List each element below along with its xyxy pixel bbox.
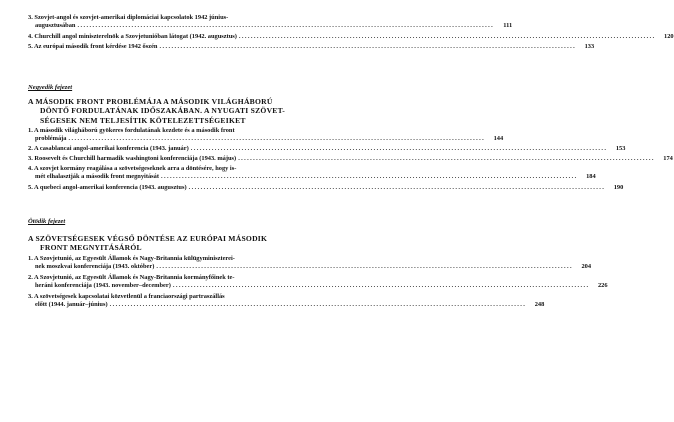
toc-entry xyxy=(28,184,624,192)
toc-entry-line: 1. A második világháború gyökeres fordulatának kezdete és a második front xyxy=(28,127,235,134)
leader-dots: ........................................................................................................................................... xyxy=(109,301,527,309)
toc-entry xyxy=(28,165,596,182)
leader-dots: ........................................................................................................................................... xyxy=(68,135,486,143)
toc-entry-line: 3. A szövetségesek kapcsolatai közvetlenül a franciaországi partraszállás xyxy=(28,293,225,300)
toc-page-number: 153 xyxy=(615,145,626,152)
chapter-title xyxy=(28,234,432,253)
toc-entry-line: előtt (1944. január–június) xyxy=(35,301,108,309)
toc-entry-line: nek moszkvai konferenciája (1943. október) xyxy=(35,263,155,271)
chapter-title-line: A SZÖVETSÉGESEK VÉGSŐ DÖNTÉSE AZ EURÓPAI MÁSODIK xyxy=(28,234,268,243)
chapter-title-line: A MÁSODIK FRONT PROBLÉMÁJA A MÁSODIK VILÁGHÁBORÚ xyxy=(28,97,273,106)
chapter-title xyxy=(28,97,432,125)
toc-entry-line: 3. Szovjet-angol és szovjet-amerikai diplomáciai kapcsolatok 1942 június- xyxy=(28,14,229,21)
toc-entry xyxy=(28,293,545,310)
leader-dots: ........................................................................................................................................... xyxy=(172,282,590,290)
leader-dots: ........................................................................................................................................... xyxy=(238,33,656,40)
chapter-title-line: FRONT MEGNYITÁSÁRÓL xyxy=(40,243,142,253)
toc-entry xyxy=(28,43,595,51)
toc-page-number: 184 xyxy=(586,173,596,181)
toc-entry-line: 3. Roosevelt és Churchill harmadik washingtoni konferenciája (1943. május) xyxy=(28,155,237,162)
leader-dots: ........................................................................................................................................... xyxy=(190,145,608,152)
leader-dots: ........................................................................................................................................... xyxy=(77,22,495,30)
toc-entry-line: 2. A Szovjetunió, az Egyesült Államok és Nagy-Britannia kormányfőinek te- xyxy=(28,274,235,281)
toc-entry-line: problémája xyxy=(35,135,67,143)
toc-entry-line: 1. A Szovjetunió, az Egyesült Államok és Nagy-Britannia külügyminiszterei- xyxy=(28,255,235,262)
chapter-title-line: DÖNTŐ FORDULATÁNAK IDŐSZAKÁBAN. A NYUGATI SZÖVET- xyxy=(40,106,286,116)
toc-entry-line: augusztusában xyxy=(35,22,76,30)
leader-dots: ........................................................................................................................................... xyxy=(188,184,606,191)
chapter-label: Ötödik fejezet xyxy=(28,218,66,225)
toc-entry-line: heráni konferenciája (1943. november–december) xyxy=(35,282,171,290)
toc-page-number: 248 xyxy=(534,301,545,309)
leader-dots: ........................................................................................................................................... xyxy=(238,155,655,162)
toc-page-number: 111 xyxy=(503,22,513,30)
toc-entry-line: 5. A quebeci angol-amerikai konferencia (1943. augusztus) xyxy=(28,184,187,191)
toc-entry xyxy=(28,255,592,272)
toc-entry-line: mét elhalasztják a második front megnyitását xyxy=(35,173,159,181)
toc-page-number: 204 xyxy=(581,263,592,271)
toc-entry-line: 5. Az európai második front kérdése 1942 őszén xyxy=(28,43,158,50)
chapter-label: Negyedik fejezet xyxy=(28,84,73,91)
toc-entry xyxy=(28,145,626,153)
toc-entry-line: 2. A casablancai angol-amerikai konferencia (1943. január) xyxy=(28,145,189,152)
leader-dots: ........................................................................................................................................... xyxy=(160,173,578,181)
leader-dots: ........................................................................................................................................... xyxy=(159,43,577,50)
leader-dots: ........................................................................................................................................... xyxy=(156,263,574,271)
toc-entry-line: 4. Churchill angol miniszterelnök a Szovjetunióban látogat (1942. augusztus) xyxy=(28,33,237,40)
chapter-title-line: SÉGESEK NEM TELJESÍTIK KÖTELEZETTSÉGEIKET xyxy=(40,115,246,125)
toc-entry xyxy=(28,274,608,291)
toc-entry xyxy=(28,14,513,31)
toc-page-number: 226 xyxy=(597,282,608,290)
toc-page-number: 133 xyxy=(584,43,595,50)
toc-entry xyxy=(28,33,674,41)
toc-page-number: 190 xyxy=(613,184,624,191)
toc-page-number: 144 xyxy=(493,135,504,143)
toc-entry xyxy=(28,155,673,163)
toc-page-number: 120 xyxy=(664,33,674,40)
toc-page-number: 174 xyxy=(663,155,673,162)
toc-entry-line: 4. A szovjet kormány reagálása a szövetségeseknek arra a döntésére, hogy is- xyxy=(28,165,237,172)
toc-entry xyxy=(28,127,504,144)
